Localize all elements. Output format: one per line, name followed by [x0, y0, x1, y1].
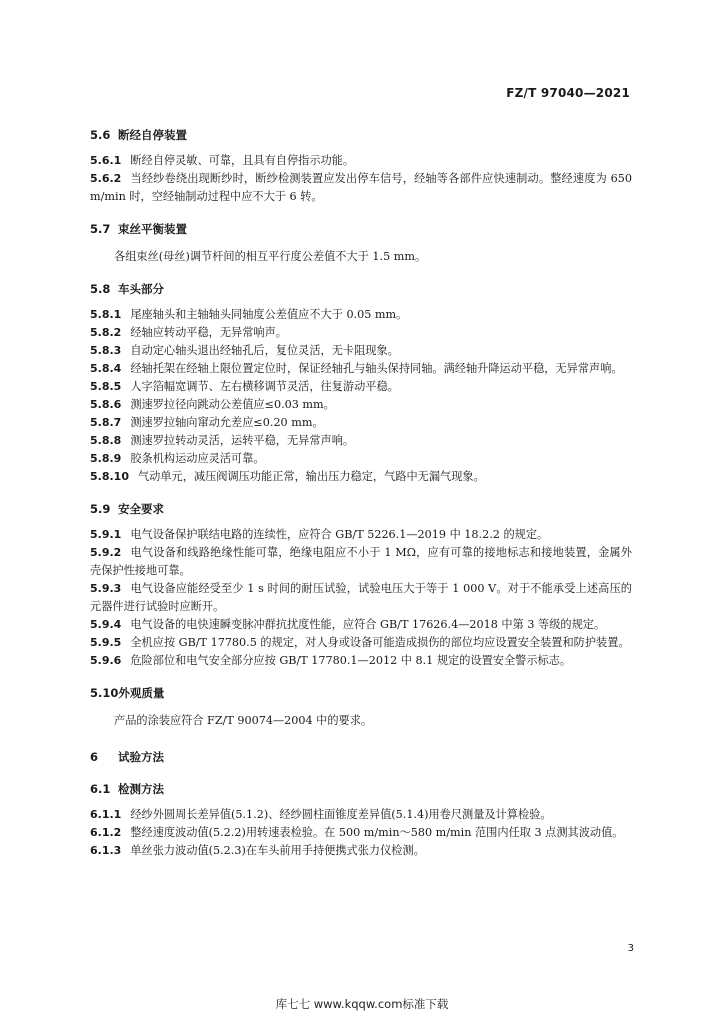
- clause-6-1-2: 6.1.2 整经速度波动值(5.2.2)用转速表检验。在 500 m/min～580 m/min 范围内任取 3 点测其波动值。: [90, 826, 624, 839]
- section-heading-5-9: 5.9 安全要求: [90, 502, 164, 516]
- section-heading-5-8: 5.8 车头部分: [90, 282, 164, 296]
- clause-5-8-2: 5.8.2 经轴应转动平稳，无异常响声。: [90, 326, 287, 339]
- footer-watermark: 库七七 www.kqqw.com标准下载: [275, 997, 449, 1011]
- clause-5-8-8: 5.8.8 测速罗拉转动灵活，运转平稳，无异常声响。: [90, 434, 355, 447]
- clause-5-9-5: 5.9.5 全机应按 GB/T 17780.5 的规定，对人身或设备可能造成损伤的部位均应设置安全装置和防护装置。: [90, 636, 630, 649]
- clause-6-1-1: 6.1.1 经纱外圆周长差异值(5.1.2)、经纱圆柱面锥度差异值(5.1.4)用卷尺测量及计算检验。: [90, 808, 552, 821]
- document-body: [90, 126, 632, 860]
- clause-5-8-1: 5.8.1 尾座轴头和主轴轴头同轴度公差值应不大于 0.05 mm。: [90, 308, 408, 321]
- section-heading-5-10: 5.10外观质量: [90, 686, 165, 700]
- clause-5-9-3: 5.9.3 电气设备应能经受至少 1 s 时间的耐压试验，试验电压大于等于 1 000 V。对于不能承受上述高压的元器件进行试验时应断开。: [90, 582, 632, 613]
- clause-5-8-6: 5.8.6 测速罗拉径向跳动公差值应≤0.03 mm。: [90, 398, 335, 411]
- clause-5-8-3: 5.8.3 自动定心轴头退出经轴孔后，复位灵活，无卡阻现象。: [90, 344, 399, 357]
- clause-5-9-6: 5.9.6 危险部位和电气安全部分应按 GB/T 17780.1—2012 中 8.1 规定的设置安全警示标志。: [90, 654, 572, 667]
- clause-5-8-9: 5.8.9 胶条机构运动应灵活可靠。: [90, 452, 265, 465]
- clause-5-8-10: 5.8.10 气动单元，减压阀调压功能正常，输出压力稳定，气路中无漏气现象。: [90, 470, 485, 483]
- clause-5-9-4: 5.9.4 电气设备的电快速瞬变脉冲群抗扰度性能，应符合 GB/T 17626.4—2018 中第 3 等级的规定。: [90, 618, 606, 631]
- section-heading-5-7: 5.7 束丝平衡装置: [90, 222, 187, 236]
- document-code: FZ/T 97040—2021: [506, 86, 630, 100]
- section-5-7-body: 各组束丝(母丝)调节杆间的相互平行度公差值不大于 1.5 mm。: [114, 250, 427, 263]
- clause-5-8-7: 5.8.7 测速罗拉轴向窜动允差应≤0.20 mm。: [90, 416, 324, 429]
- section-5-10-body: 产品的涂装应符合 FZ/T 90074—2004 中的要求。: [114, 714, 373, 727]
- clause-5-9-2: 5.9.2 电气设备和线路绝缘性能可靠，绝缘电阻应不小于 1 MΩ，应有可靠的接地标志和接地装置，金属外壳保护性接地可靠。: [90, 546, 632, 577]
- section-heading-5-6: 5.6 断经自停装置: [90, 128, 187, 142]
- clause-5-8-4: 5.8.4 经轴托架在经轴上限位置定位时，保证经轴孔与轴头保持同轴。满经轴升降运动平稳，无异常声响。: [90, 362, 623, 375]
- clause-5-9-1: 5.9.1 电气设备保护联结电路的连续性，应符合 GB/T 5226.1—2019 中 18.2.2 的规定。: [90, 528, 549, 541]
- clause-5-8-5: 5.8.5 人字箔幅宽调节、左右横移调节灵活，往复游动平稳。: [90, 380, 399, 393]
- section-heading-6-1: 6.1 检测方法: [90, 782, 164, 796]
- page-number: 3: [627, 943, 634, 954]
- clause-5-6-2: 5.6.2 当经纱卷绕出现断纱时，断纱检测装置应发出停车信号，经轴等各部件应快速制动。整经速度为 650 m/min 时，空经轴制动过程中应不大于 6 转。: [90, 172, 632, 203]
- chapter-heading-6: 6 试验方法: [90, 750, 164, 764]
- clause-6-1-3: 6.1.3 单丝张力波动值(5.2.3)在车头前用手持便携式张力仪检测。: [90, 844, 425, 857]
- clause-5-6-1: 5.6.1 断经自停灵敏、可靠，且具有自停指示功能。: [90, 154, 355, 167]
